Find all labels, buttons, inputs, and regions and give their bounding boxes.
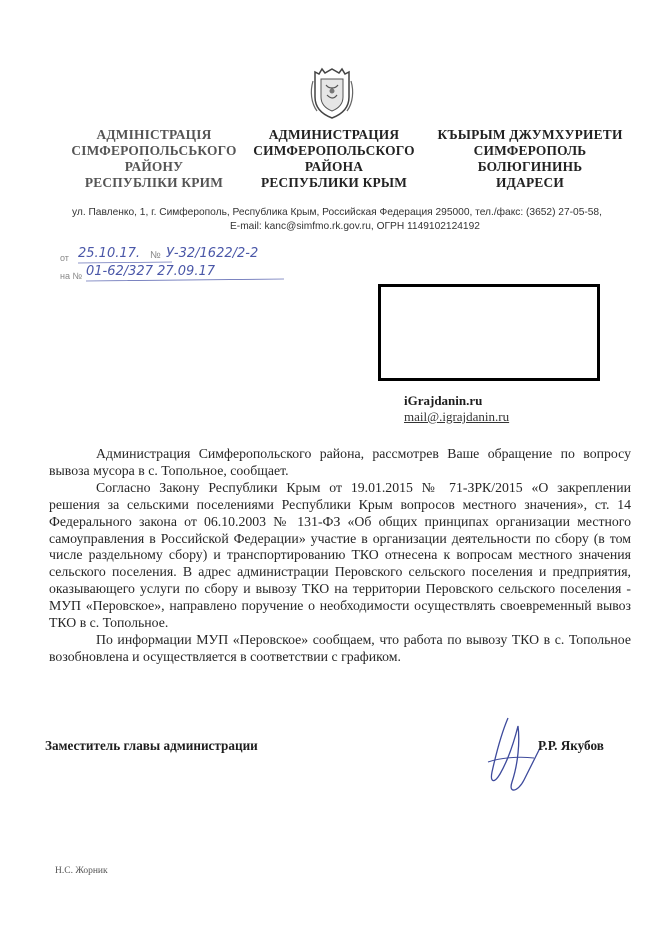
signatory-name: Р.Р. Якубов xyxy=(538,738,604,753)
redacted-recipient-box xyxy=(378,284,600,381)
recipient-email[interactable]: mail@.igrajdanin.ru xyxy=(404,409,510,424)
header-line: СИМФЕРОПОЛЬСКОГО xyxy=(253,143,415,158)
body-paragraph: Администрация Симферопольского района, рассмотрев Ваше обращение по вопросу вывоза мусора в с. Топольное, сообщает. xyxy=(49,446,631,478)
handwriting-underline xyxy=(76,259,296,285)
outgoing-date: 25.10.17. xyxy=(78,246,141,261)
header-line: РЕСПУБЛІКИ КРИМ xyxy=(84,175,224,190)
coat-of-arms-emblem xyxy=(309,65,355,119)
header-line: РАЙОНУ xyxy=(124,159,184,174)
header-line: СИМФЕРОПОЛЬ xyxy=(473,143,587,158)
outgoing-number: У-32/1622/2-2 xyxy=(166,246,259,261)
header-ukrainian xyxy=(58,127,250,191)
contact-line: E-mail: kanc@simfmo.rk.gov.ru, ОГРН 1149102124192 xyxy=(230,221,480,232)
body-paragraph: По информации МУП «Перовское» сообщаем, что работа по вывозу ТКО в с. Топольное возобновлена и осуществляется в соответствии с графиком. xyxy=(49,631,631,664)
reply-reference: 01-62/327 27.09.17 xyxy=(86,264,215,279)
reply-label: на № xyxy=(60,271,83,281)
header-line: РЕСПУБЛИКИ КРЫМ xyxy=(260,175,408,190)
header-line: АДМІНІСТРАЦІЯ xyxy=(96,127,212,142)
header-line: АДМИНИСТРАЦИЯ xyxy=(268,127,400,142)
address-line: ул. Павленко, 1, г. Симферополь, Республика Крым, Российская Федерация 295000, тел./факс: (3652) 27-05-58, xyxy=(72,207,602,218)
recipient-site: iGrajdanin.ru xyxy=(404,393,483,408)
body-paragraph: Согласно Закону Республики Крым от 19.01.2015 № 71-ЗРК/2015 «О закреплении решения за сельскими поселениями Республики Крым вопросов местного значения», ст. 14 Федерального закона от 06.10.2003 № 131-ФЗ «Об общих принципах организации местного самоуправления в Российской Федерации» участие в организации деятельности по сбору (в том числе раздельному сбору) и транспортированию ТКО отнесена к вопросам местного значения сельского поселения. В адрес администрации Перовского сельского поселения и предприятия, оказывающего услуги по сбору и вывозу ТКО на территории Перовского сельского поселения - МУП «Перовское», направлено поручение о необходимости осуществлять своевременный вывоз ТКО в с. Топольное. xyxy=(49,479,631,631)
handwritten-signature xyxy=(478,712,548,802)
header-line: РАЙОНА xyxy=(304,159,364,174)
date-label: от xyxy=(60,253,69,263)
executor-name: Н.С. Жорник xyxy=(55,866,108,876)
header-line: СІМФЕРОПОЛЬСЬКОГО xyxy=(71,143,237,158)
number-label: № xyxy=(150,250,161,261)
header-line: КЪЫРЫМ ДЖУМХУРИЕТИ xyxy=(437,127,623,142)
header-line: ИДАРЕСИ xyxy=(496,175,564,190)
letter-body xyxy=(49,446,631,666)
header-crimean-tatar xyxy=(430,127,630,191)
header-line: БОЛЮГИНИНЬ xyxy=(477,159,583,174)
signatory-title: Заместитель главы администрации xyxy=(45,738,258,753)
header-russian xyxy=(243,127,425,191)
